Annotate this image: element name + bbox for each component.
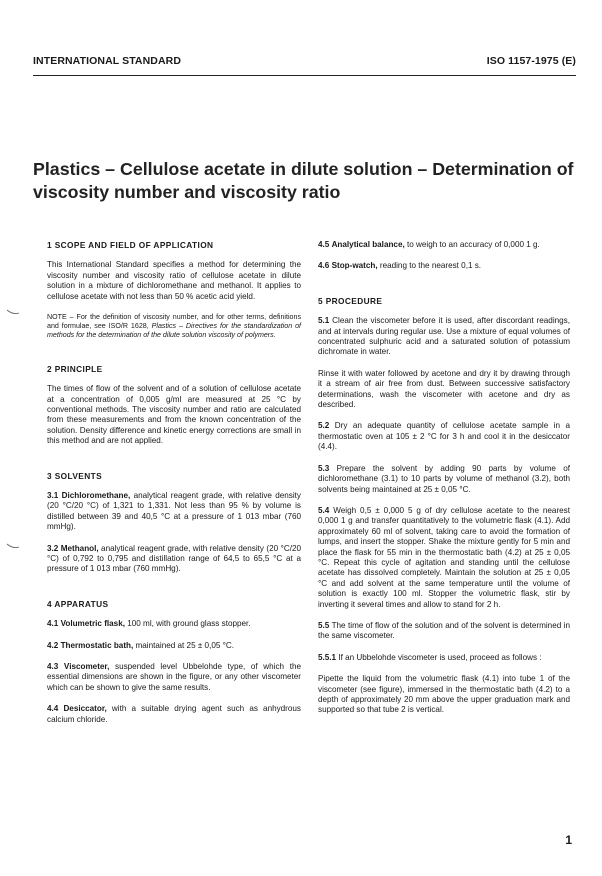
page-header xyxy=(33,55,576,67)
clause-text: to weigh to an accuracy of 0,000 1 g. xyxy=(404,240,540,249)
clause-number: 5.4 xyxy=(318,505,330,515)
clause-label: Viscometer, xyxy=(63,662,110,672)
clause-3-1 xyxy=(47,491,301,533)
clause-5-2 xyxy=(318,421,570,452)
margin-tick-mark xyxy=(6,543,20,549)
clause-number: 4.6 xyxy=(318,261,330,271)
clause-4-5 xyxy=(318,240,570,250)
margin-tick-mark xyxy=(6,309,20,315)
right-column xyxy=(318,240,570,727)
clause-4-4 xyxy=(47,704,301,725)
clause-5-3 xyxy=(318,464,570,495)
clause-number: 4.4 xyxy=(47,704,59,714)
clause-text: Prepare the solvent by adding 90 parts by volume of dichloromethane (3.1) to 10 parts by volume of methanol (3.2), both solvents being maintained at 25 ± 0,05 °C. xyxy=(318,463,570,494)
section-1-heading: 1 SCOPE AND FIELD OF APPLICATION xyxy=(47,240,214,250)
header-standard-label: INTERNATIONAL STANDARD xyxy=(33,55,182,67)
note-text: NOTE – For the definition of viscosity number, and for other terms, definitions and formulae, see ISO/R 1628, xyxy=(47,313,301,330)
clause-label: Methanol, xyxy=(60,543,99,553)
clause-text: Weigh 0,5 ± 0,000 5 g of dry cellulose acetate to the nearest 0,000 1 g and transfer quantitatively to the volumetric flask (4.1). Add approximately 60 ml of solvent, taking care to avoid the formation of lumps, and insert the stopper. Shake the mixture gently for 5 min and place the flask for 55 min in the thermostatic bath (4.2) at 25 ± 0,05 °C. Repeat this cycle of agitation and standing until the cellulose acetate has dissolved completely. Maintain the solution at 25 ± 0,05 °C and add solvent at the same temperature until the volume of solution is exactly 100 ml. Stopper the volumetric flask, stir by inverting it several times and allow to stand for 2 h. xyxy=(318,505,570,609)
clause-text: analytical reagent grade, with relative density (20 °C/20 °C) of 0,792 to 0,795 and distillation range of 64,5 to 65,5 °C at a pressure of 1 013 mbar (760 mmHg). xyxy=(47,543,301,574)
header-document-number: ISO 1157-1975 (E) xyxy=(486,55,576,67)
clause-text: Clean the viscometer before it is used, after discordant readings, and at intervals during regular use. Use a mixture of equal volumes of concentrated sulphuric acid and a saturated solution of potassium dichromate in water. xyxy=(318,316,570,357)
clause-4-2 xyxy=(47,641,301,651)
section-3-heading: 3 SOLVENTS xyxy=(47,470,103,481)
page-number: 1 xyxy=(565,833,572,847)
clause-label: Analytical balance, xyxy=(331,240,405,249)
clause-text: Dry an adequate quantity of cellulose acetate sample in a thermostatic oven at 105 ± 2 °C for 3 h and cool it in the desiccator (4.4). xyxy=(318,421,570,452)
clause-4-1 xyxy=(47,619,301,629)
clause-number: 5.5.1 xyxy=(318,652,337,662)
clause-number: 3.2 xyxy=(47,543,59,553)
note-italic-reference: Plastics – Directives for the standardization of methods for the determination of the dilute solution viscosity of polymers. xyxy=(47,321,301,339)
clause-text: 100 ml, with ground glass stopper. xyxy=(124,619,251,629)
clause-5-5 xyxy=(318,621,570,642)
section-2-paragraph: The times of flow of the solvent and of a solution of cellulose acetate at a concentration of 0,005 g/ml are measured at 25 °C by conventional methods. The viscosity number and ratio are calculated from these measurements and from the known concentration of the solution. Density difference and kinetic energy corrections are small in this method and are not applied. xyxy=(47,384,301,446)
clause-5-5-1-continued: Pipette the liquid from the volumetric flask (4.1) into tube 1 of the viscometer (see figure), immersed in the thermostatic bath (4.2) to a depth of approximately 20 mm above the upper graduation mark and supported so that tube 2 is vertical. xyxy=(318,674,570,715)
clause-number: 5.2 xyxy=(318,421,330,431)
clause-number: 5.5 xyxy=(318,620,330,630)
clause-number: 5.3 xyxy=(318,463,330,473)
header-rule xyxy=(33,75,576,76)
clause-text: If an Ubbelohde viscometer is used, proceed as follows : xyxy=(336,652,542,662)
clause-text: suspended level Ubbelohde type, of which the essential dimensions are shown in the figure, or any other viscometer which can be shown to give the same results. xyxy=(47,662,301,692)
clause-number: 5.1 xyxy=(318,316,330,326)
clause-4-6 xyxy=(318,261,570,271)
clause-text: analytical reagent grade, with relative density (20 °C/20 °C) of 1,321 to 1,331. Not less than 95 % by volume is distilled between 39 and 40,5 °C at a pressure of 1 013 mbar (760 mmHg). xyxy=(47,491,301,532)
clause-label: Volumetric flask, xyxy=(60,619,125,629)
clause-number: 4.5 xyxy=(318,240,330,249)
clause-text: reading to the nearest 0,1 s. xyxy=(377,261,482,271)
clause-number: 4.1 xyxy=(47,619,59,629)
clause-number: 3.1 xyxy=(47,491,59,500)
document-title: Plastics – Cellulose acetate in dilute solution – Determination of viscosity number and viscosity ratio xyxy=(33,159,574,202)
section-2-heading: 2 PRINCIPLE xyxy=(47,363,103,374)
section-5-heading: 5 PROCEDURE xyxy=(318,295,383,306)
section-1-note xyxy=(47,313,301,340)
clause-label: Dichloromethane, xyxy=(61,491,131,500)
clause-text: The time of flow of the solution and of the solvent is determined in the same viscometer. xyxy=(318,620,570,641)
left-column xyxy=(47,240,301,736)
clause-5-5-1 xyxy=(318,653,570,663)
clause-5-4 xyxy=(318,506,570,610)
clause-5-1-continued: Rinse it with water followed by acetone and dry it by drawing through it a stream of air free from dust. Between successive satisfactory determinations, wash the viscometer with acetone and dry as described. xyxy=(318,368,570,410)
clause-label: Stop-watch, xyxy=(331,261,378,271)
clause-3-2 xyxy=(47,544,301,575)
clause-text: maintained at 25 ± 0,05 °C. xyxy=(133,640,235,650)
clause-5-1 xyxy=(318,316,570,358)
clause-4-3 xyxy=(47,662,301,693)
clause-label: Thermostatic bath, xyxy=(60,640,134,650)
clause-text: with a suitable drying agent such as anhydrous calcium chloride. xyxy=(47,704,301,724)
section-1-paragraph: This International Standard specifies a method for determining the viscosity number and viscosity ratio of cellulose acetate in dilute solution in a mixture of dichloromethane and methanol. It applies to cellulose acetate with not less than 50 % acetic acid yield. xyxy=(47,260,301,301)
clause-number: 4.2 xyxy=(47,640,59,650)
clause-label: Desiccator, xyxy=(63,704,107,714)
section-4-heading: 4 APPARATUS xyxy=(47,598,109,609)
clause-number: 4.3 xyxy=(47,662,59,672)
